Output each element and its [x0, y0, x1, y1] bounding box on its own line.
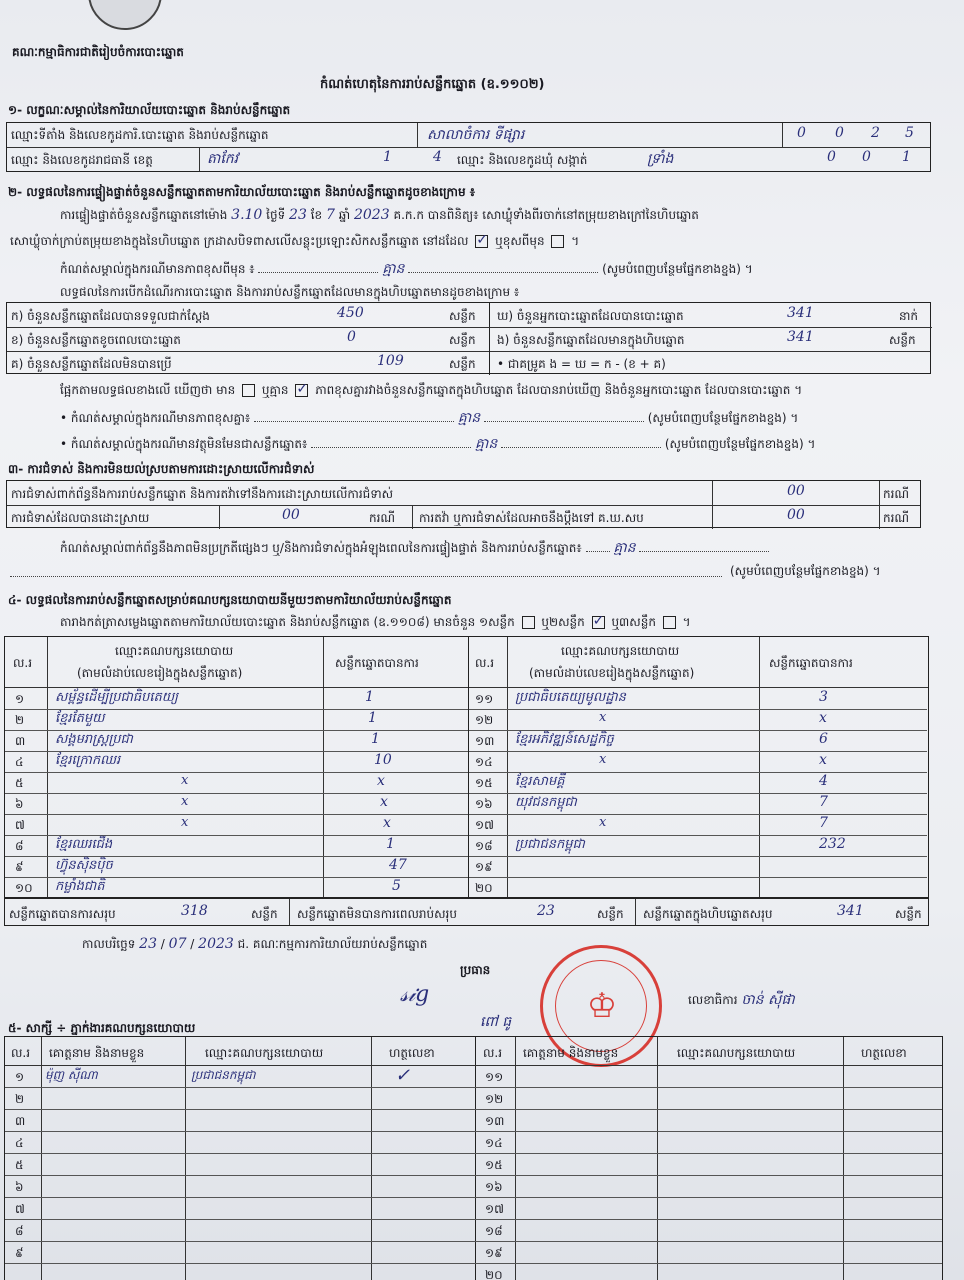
party-votes: x — [380, 794, 388, 810]
commune-code-1: 0 — [827, 149, 836, 165]
col-votes-left: សន្លឹកឆ្នោតបានការ — [335, 656, 419, 670]
section1-row1-label: ឈ្មោះទីតាំង និងលេខកូដការិ.បោះឆ្នោត និងរាប់សន្លឹកឆ្នោត — [11, 128, 269, 142]
same-checkbox[interactable] — [475, 235, 488, 248]
table-row — [5, 793, 468, 794]
table-row — [5, 772, 468, 773]
station-code-2: 0 — [835, 125, 844, 141]
table-row — [469, 877, 927, 878]
col-party-left: ឈ្មោះគណបក្សនយោបាយ — [115, 644, 234, 658]
party-votes: 3 — [819, 689, 828, 705]
section2-heading: ២- លទ្ធផលនៃការផ្ទៀងផ្ទាត់ចំនួនសន្លឹកឆ្នោតតាមការិយាល័យបោះឆ្នោត និងរាប់សន្លឹកឆ្នោតដូចខាងក្រោម ៖ — [8, 185, 476, 199]
commune-name: ទ្រាំង — [647, 151, 674, 167]
row-number: ៥ — [15, 776, 24, 790]
row-number: ១៦ — [485, 1180, 503, 1194]
section2-line1: ការផ្ទៀងផ្ទាត់ចំនួនសន្លឹកឆ្នោតនៅម៉ោង 3.10 ថ្ងៃទី 23 ខែ 7 ឆ្នាំ 2023 គ.ក.ក បានពិនិត្យ៖ សោឃ្លុំទាំងពីរចាក់នៅតម្រុយខាងក្រៅនៃហិបឆ្នោត — [60, 207, 699, 223]
chair-label: ប្រធាន — [460, 963, 491, 977]
discrepancy-note: គ្មាន — [457, 410, 481, 426]
difference-note: គ្មាន — [382, 261, 405, 277]
ballot-counts-table: ក) ចំនួនសន្លឹកឆ្នោតដែលបានទទួលជាក់ស្តែង 450 សន្លឹក ខ) ចំនួនសន្លឹកឆ្នោតខូចពេលបោះឆ្នោត 0 សន្លឹក គ) ចំនួនសន្លឹកឆ្នោតដែលមិនបានប្រើ 109 សន្លឹក ឃ) ចំនួនអ្នកបោះឆ្នោតដែលបានបោះឆ្នោត 341 នាក់ ង) ចំនួនសន្លឹកឆ្នោតដែលមានក្នុងហិបឆ្នោត 341 សន្លឹក • ជាគម្រូគ ង = ឃ = ក - (ខ + គ) — [6, 302, 931, 374]
row-number: ៦ — [15, 797, 24, 811]
section1-table — [6, 122, 931, 172]
party-name: x — [181, 794, 189, 809]
party-name: x — [599, 815, 607, 830]
committee-name: គណៈកម្មាធិការជាតិរៀបចំការបោះឆ្នោត — [12, 45, 184, 59]
party-name: x — [181, 815, 189, 830]
table-row — [5, 1241, 942, 1242]
chair-signature: 𝓈𝒾𝑔 — [400, 982, 430, 1007]
date-year: 2023 — [198, 936, 234, 952]
totals-row: សន្លឹកឆ្នោតបានការសរុប 318 សន្លឹក សន្លឹកឆ្នោតមិនបានការពេលរាប់សរុប 23 សន្លឹក សន្លឹកឆ្នោតក្នុងហិបឆ្នោតសរុប 341 សន្លឹក — [4, 898, 929, 926]
station-code-1: 0 — [797, 125, 806, 141]
party-votes: 47 — [389, 857, 407, 873]
station-code-4: 5 — [905, 125, 914, 141]
section1-heading: ១- លក្ខណៈសម្គាល់នៃការិយាល័យបោះឆ្នោត និងរាប់សន្លឹកឆ្នោត — [8, 103, 291, 117]
party-votes: 4 — [819, 773, 828, 789]
section2-line3: កំណត់សម្គាល់ក្នុងករណីមានភាពខុសពីមុន ៖ គ្មាន (សូមបំពេញបន្ថែមផ្នែកខាងខ្នង) ។ — [60, 261, 753, 277]
row-number: ៤ — [15, 755, 24, 769]
party-votes: x — [819, 710, 827, 726]
row-number: ៧ — [15, 1202, 25, 1216]
no-difference-checkbox[interactable] — [295, 384, 308, 397]
row-number: ១១ — [485, 1070, 504, 1084]
row-number: ២០ — [485, 1268, 503, 1280]
date-line: កាលបរិច្ឆេទ 23 / 07 / 2023 ជ. គណៈកម្មការការិយាល័យរាប់សន្លឹកឆ្នោត — [82, 936, 428, 952]
province-code-2: 4 — [433, 149, 442, 165]
party-name: ប្រជាធិបតេយ្យមូលដ្ឋាន — [515, 690, 626, 705]
row-number: ៧ — [15, 818, 25, 832]
row-number: ៣ — [15, 1114, 26, 1128]
table-row — [5, 1263, 942, 1264]
commune-label: ឈ្មោះ និងលេខកូដឃុំ សង្កាត់ — [457, 153, 588, 167]
row-number: ១២ — [485, 1092, 504, 1106]
row-number: ១៩ — [475, 860, 493, 874]
table-row — [5, 1153, 942, 1154]
party-votes: x — [377, 773, 385, 789]
party-name: ហ៊្វុនស៊ិនប៉ិច — [55, 858, 113, 873]
witness-name: ម៉ុញ ស៊ីណា — [45, 1068, 98, 1082]
section4-heading: ៤- លទ្ធផលនៃការរាប់សន្លឹកឆ្នោតសម្រាប់គណបក្សនយោបាយនីមួយៗតាមការិយាល័យរាប់សន្លឹកឆ្នោត — [8, 593, 452, 607]
section4-sub: តារាងកត់ត្រាសម្លេងឆ្នោតតាមការិយាល័យបោះឆ្នោត និងរាប់សន្លឹកឆ្នោត (ឧ.១១០៨) មានចំនួន ១សន្លឹក ឬ២សន្លឹក ✓ ឬ៣សន្លឹក ។ — [60, 614, 691, 632]
unused-value: 109 — [377, 353, 404, 369]
party-name: ខ្មែរសាមគ្គី — [515, 774, 565, 789]
witness-signature: ✓ — [395, 1065, 411, 1086]
row-number: ១០ — [15, 881, 33, 895]
date-day: 23 — [139, 936, 157, 952]
row-number: ១៧ — [485, 1202, 504, 1216]
table-row — [5, 1197, 942, 1198]
row-number: ២ — [15, 1092, 25, 1106]
row-number: ៩ — [15, 860, 24, 874]
section2-line5: ផ្អែកតាមលទ្ធផលខាងលើ ឃើញថា មាន ឬគ្មាន ✓ ភាពខុសគ្នារវាងចំនួនសន្លឹកឆ្នោតក្នុងហិបឆ្នោត ដែលបានរាប់ឃើញ និងចំនួនអ្នកបោះឆ្នោត ដែលបានបោះឆ្នោត ។ — [60, 382, 802, 400]
table-row — [5, 814, 468, 815]
row-number: ១៧ — [475, 818, 494, 832]
row-number: ១៩ — [485, 1246, 503, 1260]
party-name: ខ្មែរអភិវឌ្ឍន៍សេដ្ឋកិច្ច — [515, 732, 614, 747]
table-row — [5, 1131, 942, 1132]
chair-name: ពៅ ធូ — [480, 1014, 512, 1030]
votes-table-left: ល.រ ឈ្មោះគណបក្សនយោបាយ (តាមលំដាប់លេខរៀងក្នុងសន្លឹកឆ្នោត) សន្លឹកឆ្នោតបានការ ១ សម្ព័ន្ធដើម្បីប្រជាធិបតេយ្យ 1 ២ ខ្មែរតែមួយ 1 ៣ សង្គមរាស្ត្រប្រជា 1 ៤ ខ្មែរក្រោកឈរ 10 ៥ x x ៦ x x ៧ x x ៨ ខ្មែរឈរជើង 1 ៩ ហ៊្វុនស៊ិនប៉ិច 47 ១០ កម្លាំងជាតិ 5 — [4, 636, 469, 898]
row-number: ១៥ — [485, 1158, 503, 1172]
count-day: 23 — [289, 207, 307, 223]
commune-code-3: 1 — [902, 149, 911, 165]
different-checkbox[interactable] — [551, 235, 564, 248]
section5-heading: ៥- សាក្សី ÷ ភ្នាក់ងារគណបក្សនយោបាយ — [8, 1021, 196, 1035]
party-votes: 1 — [371, 731, 380, 747]
row-number: ១ — [15, 692, 25, 706]
secretary-name: ចាន់ ស៊ីផា — [741, 992, 795, 1008]
party-name: សម្ព័ន្ធដើម្បីប្រជាធិបតេយ្យ — [55, 690, 179, 705]
appeal-value: 00 — [787, 507, 805, 523]
table-row — [469, 709, 927, 710]
table-row — [5, 1109, 942, 1110]
party-name: x — [181, 773, 189, 788]
col-no-left: ល.រ — [13, 656, 33, 670]
voters-label: ឃ) ចំនួនអ្នកបោះឆ្នោតដែលបានបោះឆ្នោត — [497, 309, 684, 323]
row-number: ៨ — [15, 1224, 24, 1238]
count-month: 7 — [325, 207, 335, 223]
table-row — [5, 1219, 942, 1220]
party-votes: x — [819, 752, 827, 768]
section3-note: កំណត់សម្គាល់ពាក់ព័ន្ធនឹងភាពមិនប្រក្រតីផ្សេងៗ ឬ/និងការជំទាស់ក្នុងអំឡុងពេលនៃការផ្ទៀងផ្ទាត់ និងការរាប់សន្លឹកឆ្នោត៖ គ្មាន — [60, 538, 769, 559]
row-number: ១២ — [475, 713, 494, 727]
secretary-line: លេខាធិការ ចាន់ ស៊ីផា — [688, 992, 795, 1008]
row-number: ១១ — [475, 692, 494, 706]
row-number: ៤ — [15, 1136, 24, 1150]
stamp-emblem-icon: ♔ — [586, 986, 618, 1026]
section2-line2: សោឃ្លុំចាក់ក្រាប់តម្រុយខាងក្នុងនៃហិបឆ្នោត ក្រដាសបិទពាសលើសន្លុះប្រឡោះសិកសន្លឹកឆ្នោត នៅដដែល ✓ ឬខុសពីមុន ។ — [10, 233, 579, 251]
polling-station-name: សាលាចំការ ទីផ្សារ — [427, 127, 525, 143]
row-number: ២០ — [475, 881, 493, 895]
table-row — [5, 1175, 942, 1176]
row-number: ១៥ — [475, 776, 493, 790]
resolved-value: 00 — [282, 507, 300, 523]
total-box-label: សន្លឹកឆ្នោតក្នុងហិបឆ្នោតសរុប — [643, 907, 773, 921]
row-number: ១៣ — [475, 734, 495, 748]
party-name: ខ្មែរតែមួយ — [55, 711, 105, 726]
row-number: ៨ — [15, 839, 24, 853]
form-page: គណៈកម្មាធិការជាតិរៀបចំការបោះឆ្នោត កំណត់ហេតុនៃការរាប់សន្លឹកឆ្នោត (ឧ.១១០២) ១- លក្ខណៈសម្គាល់នៃការិយាល័យបោះឆ្នោត និងរាប់សន្លឹកឆ្នោត ឈ្មោះទីតាំង និងលេខកូដការិ.បោះឆ្នោត និងរាប់សន្លឹកឆ្នោត សាលាចំការ ទីផ្សារ 0 0 2 5 ឈ្មោះ និងលេខកូដរាជធានី ខេត្ត តាកែវ 1 4 ឈ្មោះ និងលេខកូដឃុំ សង្កាត់ ទ្រាំង 0 0 1 ២- លទ្ធផលនៃការផ្ទៀងផ្ទាត់ចំនួនសន្លឹកឆ្នោតតាមការិយាល័យបោះឆ្នោត និងរាប់សន្លឹកឆ្នោតដូចខាងក្រោម ៖ ការផ្ទៀងផ្ទាត់ចំនួនសន្លឹកឆ្នោតនៅម៉ោង 3.10 ថ្ងៃទី 23 ខែ 7 ឆ្នាំ 2023 គ.ក.ក បានពិនិត្យ៖ សោឃ្លុំទាំងពីរចាក់នៅតម្រុយខាងក្រៅនៃហិបឆ្នោត សោឃ្លុំចាក់ក្រាប់តម្រុយខាងក្នុងនៃហិបឆ្នោត ក្រដាសបិទពាសលើសន្លុះប្រឡោះសិកសន្លឹកឆ្នោត នៅដដែល ✓ ឬខុសពីមុន ។ កំណត់សម្គាល់ក្នុងករណីមានភាពខុសពីមុន ៖ គ្មាន (សូមបំពេញបន្ថែមផ្នែកខាងខ្នង) ។ លទ្ធផលនៃការបើកដំណើរការបោះឆ្នោត និងការរាប់សន្លឹកឆ្នោតដែលមានក្នុងហិបឆ្នោតមានដូចខាងក្រោម ៖ ក) ចំនួនសន្លឹកឆ្នោតដែលបានទទួលជាក់ស្តែង 450 សន្លឹក ខ) ចំនួនសន្លឹកឆ្នោតខូចពេលបោះឆ្នោត 0 សន្លឹក គ) ចំនួនសន្លឹកឆ្នោតដែលមិនបានប្រើ 109 សន្លឹក ឃ) ចំនួនអ្នកបោះឆ្នោតដែលបានបោះឆ្នោត 341 នាក់ ង) ចំនួនសន្លឹកឆ្នោតដែលមានក្នុងហិបឆ្នោត 341 សន្លឹក • ជាគម្រូគ ង = ឃ = ក - (ខ + គ) ផ្អែកតាមលទ្ធផលខាងលើ ឃើញថា មាន ឬគ្មាន ✓ ភាពខុសគ្នារវាងចំនួនសន្លឹកឆ្នោតក្នុងហិបឆ្នោត ដែលបានរាប់ឃើញ និងចំនួនអ្នកបោះឆ្នោត ដែលបានបោះឆ្នោត ។ • កំណត់សម្គាល់ក្នុងករណីមានភាពខុសគ្នា៖ គ្មាន (សូមបំពេញបន្ថែមផ្នែកខាងខ្នង) ។ • កំណត់សម្គាល់ក្នុងករណីមានវត្ថុមិនមែនជាសន្លឹកឆ្នោត៖ គ្មាន (សូមបំពេញបន្ថែមផ្នែកខាងខ្នង) ។ ៣- ការជំទាស់ និងការមិនយល់ស្របតាមការដោះស្រាយលើការជំទាស់ ការជំទាស់ពាក់ព័ន្ធនឹងការរាប់សន្លឹកឆ្នោត និងការតវ៉ាទៅនឹងការដោះស្រាយលើការជំទាស់ 00 ករណី ការជំទាស់ដែលបានដោះស្រាយ 00 ករណី ការតវ៉ា ឬការជំទាស់ដែលអាចនឹងប្តឹងទៅ គ.ឃ.សប 00 ករណី កំណត់សម្គាល់ពាក់ព័ន្ធនឹងភាពមិនប្រក្រតីផ្សេងៗ ឬ/និងការជំទាស់ក្នុងអំឡុងពេលនៃការផ្ទៀងផ្ទាត់ និងការរាប់សន្លឹកឆ្នោត៖ គ្មាន (សូមបំពេញបន្ថែមផ្នែកខាងខ្នង) ។ ៤- លទ្ធផលនៃការរាប់សន្លឹកឆ្នោតសម្រាប់គណបក្សនយោបាយនីមួយៗតាមការិយាល័យរាប់សន្លឹកឆ្នោត តារាងកត់ត្រាសម្លេងឆ្នោតតាមការិយាល័យបោះឆ្នោត និងរាប់សន្លឹកឆ្នោត (ឧ.១១០៨) មានចំនួន ១សន្លឹក ឬ២សន្លឹក ✓ ឬ៣សន្លឹក ។ ល.រ ឈ្មោះគណបក្សនយោបាយ (តាមលំដាប់លេខរៀងក្នុងសន្លឹកឆ្នោត) សន្លឹកឆ្នោតបានការ ១ សម្ព័ន្ធដើម្បីប្រជាធិបតេយ្យ 1 ២ ខ្មែរតែមួយ 1 ៣ សង្គមរាស្ត្រប្រជា 1 ៤ ខ្មែរក្រោកឈរ 10 ៥ x x ៦ x x ៧ x x ៨ ខ្មែរឈរជើង 1 ៩ ហ៊្វុនស៊ិនប៉ិច 47 ១០ កម្លាំងជាតិ 5 ល.រ ឈ្មោះគណបក្សនយោបាយ (តាមលំដាប់លេខរៀងក្នុងសន្លឹកឆ្នោត) សន្លឹកឆ្នោតបានការ ១១ ប្រជាធិបតេយ្យមូលដ្ឋាន 3 ១២ x x ១៣ ខ្មែរអភិវឌ្ឍន៍សេដ្ឋកិច្ច 6 ១៤ x x ១៥ ខ្មែរសាមគ្គី 4 ១៦ យុវជនកម្ពុជា 7 ១៧ x 7 ១៨ ប្រជាជនកម្ពុជា 232 ១៩ ២០ សន្លឹកឆ្នោតបានការសរុប 318 សន្លឹក សន្លឹកឆ្នោតមិនបានការពេលរាប់សរុប 23 សន្លឹក សន្លឹកឆ្នោតក្នុងហិបឆ្នោតសរុប 341 សន្លឹក កាលបរិច្ឆេទ 23 / 07 / 2023 ជ. គណៈកម្មការការិយាល័យរាប់សន្លឹកឆ្នោត ប្រធាន 𝓈𝒾𝑔 ពៅ ធូ លេខាធិការ ចាន់ ស៊ីផា ♔ ៥- សាក្សី ÷ ភ្នាក់ងារគណបក្សនយោបាយ ល.រ គោត្តនាម និងនាមខ្លួន ឈ្មោះគណបក្សនយោបាយ ហត្ថលេខា ល.រ គោត្តនាម និងនាមខ្លួន ឈ្មោះគណបក្សនយោបាយ ហត្ថលេខា ១១ ១២ ១៣ ១៤ ១៥ ១៦ ១៧ ១៨ ១៩ ២០ ១ ម៉ុញ ស៊ីណា ប្រជាជនកម្ពុជា ✓ ២ ៣ ៤ ៥ ៦ ៧ ៨ ៩ — [0, 0, 964, 1280]
two-sheet-checkbox[interactable] — [592, 616, 605, 629]
party-votes: 1 — [386, 836, 395, 852]
spoiled-value: 0 — [347, 329, 356, 345]
objections-value: 00 — [787, 483, 805, 499]
party-name: ប្រជាជនកម្ពុជា — [515, 837, 585, 852]
three-sheet-checkbox[interactable] — [663, 616, 676, 629]
table-row — [469, 751, 927, 752]
section3-heading: ៣- ការជំទាស់ និងការមិនយល់ស្របតាមការដោះស្រាយលើការជំទាស់ — [8, 462, 315, 476]
party-votes: 232 — [819, 836, 846, 852]
total-invalid-label: សន្លឹកឆ្នោតមិនបានការពេលរាប់សរុប — [297, 907, 457, 921]
table-row — [469, 814, 927, 815]
party-name: x — [599, 752, 607, 767]
received-label: ក) ចំនួនសន្លឹកឆ្នោតដែលបានទទួលជាក់ស្តែង — [11, 309, 210, 323]
has-difference-checkbox[interactable] — [242, 384, 255, 397]
party-votes: 7 — [819, 815, 828, 831]
total-valid-value: 318 — [181, 903, 208, 919]
votes-table-right: ល.រ ឈ្មោះគណបក្សនយោបាយ (តាមលំដាប់លេខរៀងក្នុងសន្លឹកឆ្នោត) សន្លឹកឆ្នោតបានការ ១១ ប្រជាធិបតេយ្យមូលដ្ឋាន 3 ១២ x x ១៣ ខ្មែរអភិវឌ្ឍន៍សេដ្ឋកិច្ច 6 ១៤ x x ១៥ ខ្មែរសាមគ្គី 4 ១៦ យុវជនកម្ពុជា 7 ១៧ x 7 ១៨ ប្រជាជនកម្ពុជា 232 ១៩ ២០ — [469, 636, 929, 898]
page-title: កំណត់ហេតុនៃការរាប់សន្លឹកឆ្នោត (ឧ.១១០២) — [320, 77, 545, 92]
party-votes: 10 — [374, 752, 392, 768]
station-code-3: 2 — [871, 125, 880, 141]
party-name: x — [599, 710, 607, 725]
party-votes: 1 — [368, 710, 377, 726]
row-number: ៦ — [15, 1180, 24, 1194]
witness-table: ល.រ គោត្តនាម និងនាមខ្លួន ឈ្មោះគណបក្សនយោបាយ ហត្ថលេខា ល.រ គោត្តនាម និងនាមខ្លួន ឈ្មោះគណបក្សនយោបាយ ហត្ថលេខា ១១ ១២ ១៣ ១៤ ១៥ ១៦ ១៧ ១៨ ១៩ ២០ ១ ម៉ុញ ស៊ីណា ប្រជាជនកម្ពុជា ✓ ២ ៣ ៤ ៥ ៦ ៧ ៨ ៩ — [4, 1036, 943, 1280]
count-time: 3.10 — [231, 207, 263, 223]
party-name: កម្លាំងជាតិ — [55, 879, 105, 894]
row-number: ១៨ — [485, 1224, 503, 1238]
table-row — [469, 856, 927, 857]
emblem-logo — [88, 0, 162, 30]
col-party-right: ឈ្មោះគណបក្សនយោបាយ — [561, 644, 680, 658]
total-box-value: 341 — [837, 903, 864, 919]
in-box-label: ង) ចំនួនសន្លឹកឆ្នោតដែលមានក្នុងហិបឆ្នោត — [497, 333, 685, 347]
section2-line6: • កំណត់សម្គាល់ក្នុងករណីមានភាពខុសគ្នា៖ គ្មាន (សូមបំពេញបន្ថែមផ្នែកខាងខ្នង) ។ — [60, 410, 799, 426]
row-number: ១ — [15, 1070, 25, 1084]
row-number: ៣ — [15, 734, 26, 748]
table-row — [5, 1087, 942, 1088]
row-number: ១៤ — [485, 1136, 503, 1150]
row-number: ២ — [15, 713, 25, 727]
party-votes: 6 — [819, 731, 828, 747]
total-valid-label: សន្លឹកឆ្នោតបានការសរុប — [9, 907, 116, 921]
unused-label: គ) ចំនួនសន្លឹកឆ្នោតដែលមិនបានប្រើ — [11, 357, 172, 371]
witness-party: ប្រជាជនកម្ពុជា — [191, 1068, 256, 1082]
party-votes: 7 — [819, 794, 828, 810]
party-name: ខ្មែរឈរជើង — [55, 837, 113, 852]
received-value: 450 — [337, 305, 364, 321]
in-box-value: 341 — [787, 329, 814, 345]
total-invalid-value: 23 — [537, 903, 555, 919]
voters-value: 341 — [787, 305, 814, 321]
party-votes: 1 — [365, 689, 374, 705]
appeal-label: ការតវ៉ា ឬការជំទាស់ដែលអាចនឹងប្តឹងទៅ គ.ឃ.សប — [419, 511, 644, 525]
row-number: ១៨ — [475, 839, 493, 853]
date-month: 07 — [168, 936, 187, 952]
party-name: ខ្មែរក្រោកឈរ — [55, 753, 121, 768]
formula: • ជាគម្រូគ ង = ឃ = ក - (ខ + គ) — [497, 357, 666, 371]
row-number: ១៤ — [475, 755, 493, 769]
irregularity-note: គ្មាន — [613, 540, 636, 556]
row-number: ១៦ — [475, 797, 493, 811]
section1-row2-label: ឈ្មោះ និងលេខកូដរាជធានី ខេត្ត — [11, 153, 153, 167]
commune-code-2: 0 — [862, 149, 871, 165]
province-code-1: 1 — [383, 149, 392, 165]
foreign-object-note: គ្មាន — [474, 436, 498, 452]
row-number: ៩ — [15, 1246, 24, 1260]
section2-line7: • កំណត់សម្គាល់ក្នុងករណីមានវត្ថុមិនមែនជាសន្លឹកឆ្នោត៖ គ្មាន (សូមបំពេញបន្ថែមផ្នែកខាងខ្នង) ។ — [60, 436, 816, 452]
province-name: តាកែវ — [207, 151, 239, 167]
party-votes: 5 — [392, 878, 401, 894]
col-votes-right: សន្លឹកឆ្នោតបានការ — [769, 656, 853, 670]
party-name: យុវជនកម្ពុជា — [515, 795, 577, 810]
one-sheet-checkbox[interactable] — [522, 616, 535, 629]
party-name: សង្គមរាស្ត្រប្រជា — [55, 732, 133, 747]
objections-table: ការជំទាស់ពាក់ព័ន្ធនឹងការរាប់សន្លឹកឆ្នោត និងការតវ៉ាទៅនឹងការដោះស្រាយលើការជំទាស់ 00 ករណី ការជំទាស់ដែលបានដោះស្រាយ 00 ករណី ការតវ៉ា ឬការជំទាស់ដែលអាចនឹងប្តឹងទៅ គ.ឃ.សប 00 ករណី — [6, 480, 921, 528]
section2-line4: លទ្ធផលនៃការបើកដំណើរការបោះឆ្នោត និងការរាប់សន្លឹកឆ្នោតដែលមានក្នុងហិបឆ្នោតមានដូចខាងក្រោម ៖ — [60, 285, 520, 299]
objections-label: ការជំទាស់ពាក់ព័ន្ធនឹងការរាប់សន្លឹកឆ្នោត និងការតវ៉ាទៅនឹងការដោះស្រាយលើការជំទាស់ — [11, 487, 394, 501]
resolved-label: ការជំទាស់ដែលបានដោះស្រាយ — [11, 511, 150, 525]
party-votes: x — [383, 815, 391, 831]
row-number: ១៣ — [485, 1114, 505, 1128]
row-number: ៥ — [15, 1158, 24, 1172]
col-no-right: ល.រ — [475, 656, 495, 670]
spoiled-label: ខ) ចំនួនសន្លឹកឆ្នោតខូចពេលបោះឆ្នោត — [11, 333, 181, 347]
count-year: 2023 — [353, 207, 390, 223]
